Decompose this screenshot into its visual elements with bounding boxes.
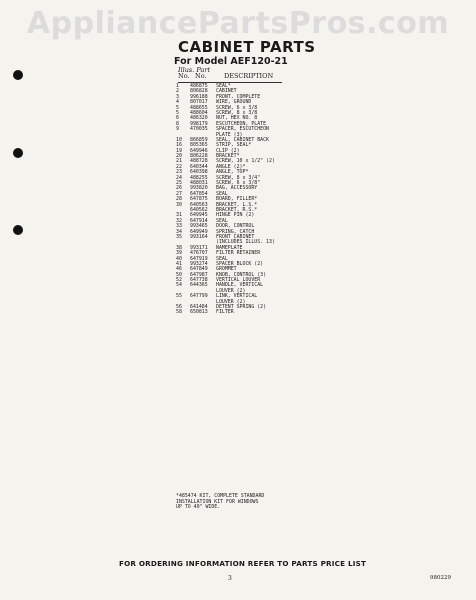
document-code: 980229 xyxy=(430,575,451,581)
ref-number: 56 xyxy=(176,304,182,311)
part-description: SCREW, 8 x 3/4" xyxy=(216,174,261,181)
part-number: 647854 xyxy=(190,190,208,197)
ref-number: 1 xyxy=(176,83,179,89)
part-number: 640344 xyxy=(190,163,208,170)
part-number: 647875 xyxy=(190,196,208,203)
ref-number: 54 xyxy=(176,282,182,289)
part-description: BRACKET, R.S.* xyxy=(216,206,258,213)
part-number: 806228 xyxy=(190,153,208,160)
ref-number: 25 xyxy=(176,180,182,187)
part-number: 649945 xyxy=(190,212,208,219)
part-description: NUT, HEX NO. 8 xyxy=(216,115,258,122)
ref-number: 33 xyxy=(176,223,182,230)
part-description: CLIP (2) xyxy=(216,147,240,154)
footnote-line: *485474 KIT, COMPLETE STANDARD xyxy=(176,493,265,499)
part-number: 647849 xyxy=(190,266,208,273)
part-description: LOUVER (2) xyxy=(216,298,246,305)
binder-hole xyxy=(13,225,23,235)
binder-hole xyxy=(13,70,23,80)
ref-number: 58 xyxy=(176,309,182,316)
ref-number: 5 xyxy=(176,104,179,111)
model-subtitle: For Model AEF120-21 xyxy=(174,56,288,67)
page-number: 3 xyxy=(228,575,232,582)
part-number: 644365 xyxy=(190,282,208,289)
ref-number: 50 xyxy=(176,271,182,278)
ref-number: 38 xyxy=(176,244,182,251)
ref-number: 27 xyxy=(176,190,182,197)
part-number: 806828 xyxy=(190,88,208,95)
ref-number: 20 xyxy=(176,153,182,160)
ref-number: 32 xyxy=(176,217,182,224)
part-number: 647914 xyxy=(190,217,208,224)
part-number: 993465 xyxy=(190,223,208,230)
part-number: 640563 xyxy=(190,201,208,208)
ref-number: 41 xyxy=(176,260,182,267)
part-description: ESCUTCHEON, PLATE xyxy=(216,120,267,127)
parts-list xyxy=(176,84,316,316)
part-description: SCREW, 10 x 1/2" (2) xyxy=(216,158,275,165)
part-description: LOUVER (2) xyxy=(216,287,246,294)
part-description: HINGE PIN (2) xyxy=(216,212,255,219)
part-number: 488728 xyxy=(190,158,208,165)
part-number: 647799 xyxy=(190,293,208,300)
part-description: (INCLUDES ILLUS. 13) xyxy=(216,239,275,246)
part-description: BAG, ACCESSORY xyxy=(216,185,258,192)
ref-number: 52 xyxy=(176,277,182,284)
ref-number: 10 xyxy=(176,136,182,143)
part-description: SCREW, 6 x 3/8 xyxy=(216,104,258,111)
part-number: 993274 xyxy=(190,260,208,267)
part-description: DOOR, CONTROL xyxy=(216,223,255,230)
ref-number: 8 xyxy=(176,120,179,127)
part-number: 866859 xyxy=(190,136,208,143)
part-number: 993820 xyxy=(190,185,208,192)
ref-number: 34 xyxy=(176,228,182,235)
part-description: SEAL* xyxy=(216,83,231,89)
part-description: SEAL xyxy=(216,255,228,262)
part-number: 470035 xyxy=(190,126,208,133)
part-number: 998179 xyxy=(190,120,208,127)
part-description: FRONT CABINET xyxy=(216,233,255,240)
part-description: BRACKET, L.S.* xyxy=(216,201,258,208)
part-description: FILTER RETAINER xyxy=(216,250,261,257)
part-number: 650813 xyxy=(190,309,208,316)
ref-number: 5 xyxy=(176,109,179,116)
part-number: 649946 xyxy=(190,147,208,154)
part-no-header: No. xyxy=(195,72,207,80)
part-description: DETENT SPRING (2) xyxy=(216,304,267,311)
ref-number: 19 xyxy=(176,147,182,154)
ref-number: 55 xyxy=(176,293,182,300)
part-number: 647919 xyxy=(190,255,208,262)
ref-number: 35 xyxy=(176,233,182,240)
part-description: SEAL xyxy=(216,190,228,197)
ref-number: 23 xyxy=(176,169,182,176)
ref-number: 46 xyxy=(176,266,182,273)
description-header: DESCRIPTION xyxy=(224,72,274,80)
part-description: ANGLE (2)* xyxy=(216,163,246,170)
ordering-info-footer: FOR ORDERING INFORMATION REFER TO PARTS PRICE LIST xyxy=(119,559,367,568)
ref-number: 16 xyxy=(176,142,182,149)
part-number: 486320 xyxy=(190,115,208,122)
part-row xyxy=(176,310,316,315)
part-number: 476707 xyxy=(190,250,208,257)
binder-hole xyxy=(13,148,23,158)
ref-number: 2 xyxy=(176,88,179,95)
part-description: ANGLE, TOP* xyxy=(216,169,249,176)
part-number: 486875 xyxy=(190,83,208,89)
watermark: AppliancePartsPros.com xyxy=(26,6,450,41)
ref-number: 31 xyxy=(176,212,182,219)
part-description: SPACER BLOCK (2) xyxy=(216,260,264,267)
part-number: 993171 xyxy=(190,244,208,251)
part-number: 996188 xyxy=(190,93,208,100)
footnote-line: INSTALLATION KIT FOR WINDOWS xyxy=(176,498,259,505)
part-number: 640562 xyxy=(190,206,208,213)
column-header-line1: Illus. Part xyxy=(178,66,211,74)
part-description: VERTICAL LOUVER xyxy=(216,277,261,284)
part-number: 807017 xyxy=(190,99,208,106)
part-number: 993164 xyxy=(190,233,208,240)
part-number: 805365 xyxy=(190,142,208,149)
ref-number: 39 xyxy=(176,250,182,257)
part-description: BRACKET* xyxy=(216,153,240,160)
part-number: 647987 xyxy=(190,271,208,278)
part-number: 488655 xyxy=(190,104,208,111)
part-number: 647738 xyxy=(190,277,208,284)
part-number: 488604 xyxy=(190,109,208,116)
part-description: SCREW, 6 x 3/8" xyxy=(216,180,261,187)
page-title: CABINET PARTS xyxy=(178,38,316,56)
part-description: SEAL xyxy=(216,217,228,224)
part-description: WIRE, GROUND xyxy=(216,99,252,106)
footnote xyxy=(176,494,306,511)
ref-number: 26 xyxy=(176,185,182,192)
ref-number: 3 xyxy=(176,93,179,100)
part-description: SPRING, CATCH xyxy=(216,228,255,235)
part-number: 649949 xyxy=(190,228,208,235)
part-description: NAMEPLATE xyxy=(216,244,243,251)
part-description: PLATE (3) xyxy=(216,131,243,138)
ref-number: 21 xyxy=(176,158,182,165)
part-number: 488031 xyxy=(190,180,208,187)
footnote-line: UP TO 40" WIDE. xyxy=(176,504,221,511)
part-description: KNOB, CONTROL (3) xyxy=(216,271,267,278)
part-description: FRONT, COMPLETE xyxy=(216,93,261,100)
part-description: SPACER, ESCUTCHEON xyxy=(216,126,269,133)
ref-number: 4 xyxy=(176,99,179,106)
part-number: 640398 xyxy=(190,169,208,176)
part-description: SEAL, CABINET BACK xyxy=(216,136,269,143)
ref-number: 9 xyxy=(176,126,179,133)
part-description: GROMMET xyxy=(216,266,237,273)
ref-number: 24 xyxy=(176,174,182,181)
part-description: SCREW, 8 x 3/8 xyxy=(216,109,258,116)
part-number: 488255 xyxy=(190,174,208,181)
part-number: 641484 xyxy=(190,304,208,311)
part-description: FILTER xyxy=(216,309,234,316)
ref-number: 6 xyxy=(176,115,179,122)
part-description: BOARD, FILLER* xyxy=(216,196,258,203)
ref-number: 30 xyxy=(176,201,182,208)
ref-number: 22 xyxy=(176,163,182,170)
ref-number: 40 xyxy=(176,255,182,262)
ref-no-header: No. xyxy=(178,72,190,80)
part-description: CABINET xyxy=(216,88,237,95)
part-description: HANDLE, VERTICAL xyxy=(216,282,264,289)
part-description: LINK, VERTICAL xyxy=(216,293,258,300)
ref-number: 28 xyxy=(176,196,182,203)
part-description: STRIP, SEAL* xyxy=(216,142,252,149)
